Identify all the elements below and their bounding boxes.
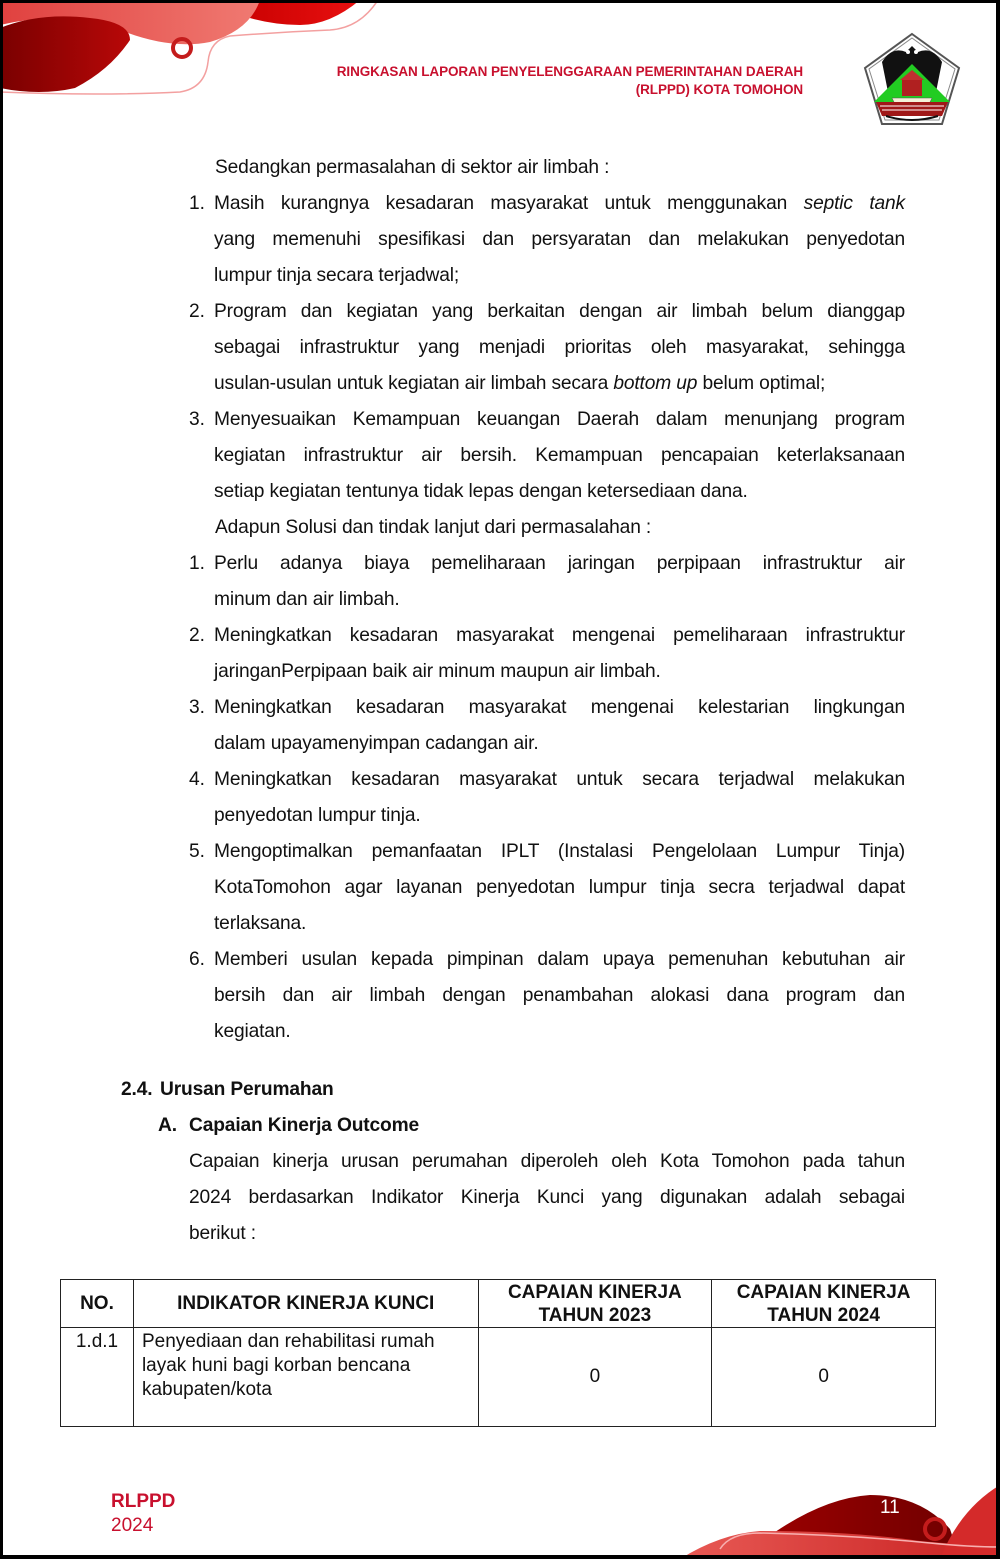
list-item-number: 2. <box>189 301 206 322</box>
kpi-table <box>60 1279 936 1427</box>
list-item-number: 6. <box>189 949 206 970</box>
cell-value-2024: 0 <box>712 1328 936 1427</box>
list-item-number: 3. <box>189 409 206 430</box>
paragraph-line: Capaian kinerja urusan perumahan diperoleh oleh Kota Tomohon pada tahun <box>189 1151 905 1172</box>
column-header-indicator: INDIKATOR KINERJA KUNCI <box>133 1280 478 1328</box>
cell-no: 1.d.1 <box>61 1328 134 1427</box>
list-item-text: Menyesuaikan Kemampuan keuangan Daerah dalam menunjang program <box>214 409 905 430</box>
list-item-number: 5. <box>189 841 206 862</box>
italic-term: bottom up <box>613 373 698 394</box>
header-title-line-2: (RLPPD) KOTA TOMOHON <box>635 82 803 97</box>
list-item-text: Meningkatkan kesadaran masyarakat mengenai pemeliharaan infrastruktur <box>214 625 905 646</box>
list-item-text: Perlu adanya biaya pemeliharaan jaringan perpipaan infrastruktur air <box>214 553 905 574</box>
list-item-text: Meningkatkan kesadaran masyarakat untuk secara terjadwal melakukan <box>214 769 905 790</box>
list-item-text: Program dan kegiatan yang berkaitan dengan air limbah belum dianggap <box>214 301 905 322</box>
list-item-text: Masih kurangnya kesadaran masyarakat untuk menggunakan septic tank <box>214 193 905 214</box>
paragraph-line: berikut : <box>189 1223 256 1244</box>
list-item-text: penyedotan lumpur tinja. <box>214 805 421 826</box>
list-item-text: dalam upayamenyimpan cadangan air. <box>214 733 539 754</box>
list-item-text: bersih dan air limbah dengan penambahan alokasi dana program dan <box>214 985 905 1006</box>
waste-water-problems-intro: Sedangkan permasalahan di sektor air limbah : <box>215 157 610 178</box>
italic-term: septic tank <box>803 193 905 214</box>
section-title: Urusan Perumahan <box>160 1079 334 1100</box>
column-header-no: NO. <box>61 1280 134 1328</box>
list-item-text: minum dan air limbah. <box>214 589 400 610</box>
footer-year: 2024 <box>111 1515 154 1536</box>
list-item-text: lumpur tinja secara terjadwal; <box>214 265 460 286</box>
column-header-2023: CAPAIAN KINERJA TAHUN 2023 <box>478 1280 712 1328</box>
kota-tomohon-emblem-icon <box>862 32 962 128</box>
paragraph-line: 2024 berdasarkan Indikator Kinerja Kunci yang digunakan adalah sebagai <box>189 1187 905 1208</box>
list-item-text: terlaksana. <box>214 913 307 934</box>
solutions-intro: Adapun Solusi dan tindak lanjut dari permasalahan : <box>215 517 652 538</box>
list-item-text: kegiatan infrastruktur air bersih. Kemampuan pencapaian keterlaksanaan <box>214 445 905 466</box>
subsection-title: Capaian Kinerja Outcome <box>189 1115 420 1136</box>
list-item-text: KotaTomohon agar layanan penyedotan lumpur tinja secra terjadwal dapat <box>214 877 905 898</box>
list-item-text: jaringanPerpipaan baik air minum maupun air limbah. <box>214 661 661 682</box>
footer-label <box>111 1490 175 1538</box>
cell-value-2023: 0 <box>478 1328 712 1427</box>
list-item-text: Meningkatkan kesadaran masyarakat mengenai kelestarian lingkungan <box>214 697 905 718</box>
document-header-title <box>337 63 803 99</box>
table-header-row <box>61 1280 936 1328</box>
subsection-letter: A. <box>158 1115 177 1136</box>
list-item-number: 4. <box>189 769 206 790</box>
table-row <box>61 1328 936 1427</box>
list-item-number: 1. <box>189 193 206 214</box>
list-item-text: setiap kegiatan tentunya tidak lepas dengan ketersediaan dana. <box>214 481 748 502</box>
list-item-text: Mengoptimalkan pemanfaatan IPLT (Instalasi Pengelolaan Lumpur Tinja) <box>214 841 905 862</box>
page-number: 11 <box>880 1497 900 1518</box>
header-title-line-1: RINGKASAN LAPORAN PENYELENGGARAAN PEMERINTAHAN DAERAH <box>336 64 803 79</box>
list-item-text: Memberi usulan kepada pimpinan dalam upaya pemenuhan kebutuhan air <box>214 949 905 970</box>
section-number: 2.4. <box>121 1079 153 1100</box>
footer-report-name: RLPPD <box>111 1491 176 1512</box>
list-item-number: 3. <box>189 697 206 718</box>
list-item-text: usulan-usulan untuk kegiatan air limbah secara bottom up belum optimal; <box>214 373 826 394</box>
cell-indicator: Penyediaan dan rehabilitasi rumah layak huni bagi korban bencana kabupaten/kota <box>133 1328 478 1427</box>
list-item-number: 2. <box>189 625 206 646</box>
footer-wave-decoration-icon <box>680 1449 1000 1559</box>
list-item-text: sebagai infrastruktur yang menjadi prioritas oleh masyarakat, sehingga <box>214 337 905 358</box>
list-item-text: yang memenuhi spesifikasi dan persyaratan dan melakukan penyedotan <box>214 229 905 250</box>
list-item-text: kegiatan. <box>214 1021 291 1042</box>
list-item-number: 1. <box>189 553 206 574</box>
column-header-2024: CAPAIAN KINERJA TAHUN 2024 <box>712 1280 936 1328</box>
